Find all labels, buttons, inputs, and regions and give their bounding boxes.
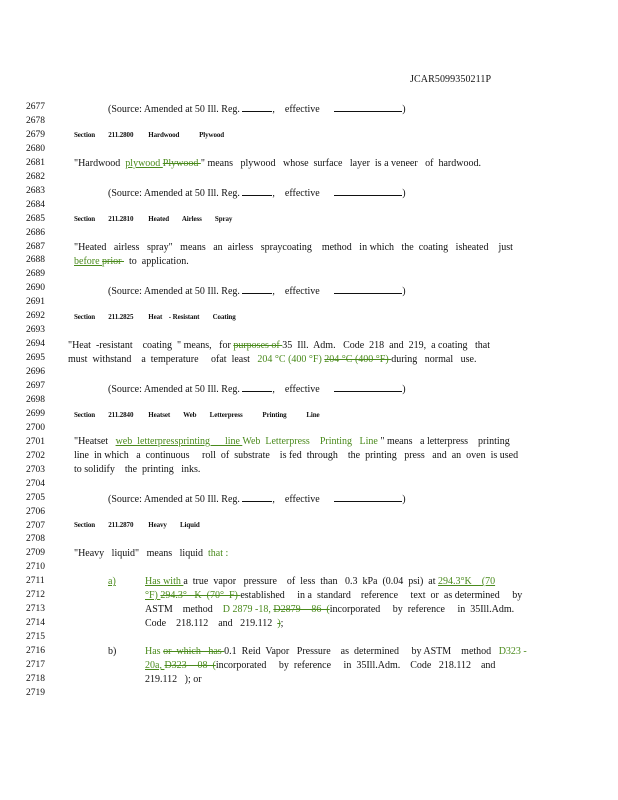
- line-number: 2714: [26, 618, 45, 629]
- item-b-line-3: 219.112 ); or: [145, 674, 202, 685]
- line-number: 2687: [26, 241, 45, 252]
- deleted-text: 294.3° K (70° F): [160, 590, 241, 601]
- item-b-line-1: Has or which has 0.1 Reid Vapor Pressure as determined by ASTM method D323 -: [145, 646, 527, 657]
- section-heading-211-2870: Section 211.2870 Heavy Liquid: [74, 521, 200, 529]
- inserted-text: with: [163, 576, 184, 587]
- inserted-text: Web Letterpress Printing Line: [242, 436, 381, 447]
- line-number: 2685: [26, 213, 45, 224]
- line-number: 2686: [26, 227, 45, 238]
- source-note: (Source: Amended at 50 Ill. Reg. , effective ): [108, 188, 406, 199]
- line-number: 2713: [26, 604, 45, 615]
- inserted-text: plywood: [125, 158, 163, 169]
- inserted-text: D 2879 -18,: [222, 604, 274, 615]
- line-number: 2680: [26, 143, 45, 154]
- deleted-text: purposes of: [233, 340, 283, 351]
- definition-heat-resistant-coating-cont: must withstand a temperature ofat least 204 °C (400 °F) 204 °C (400 °F) during normal use.: [68, 354, 477, 365]
- blank-date: [334, 102, 402, 112]
- line-number: 2681: [26, 157, 45, 168]
- source-note: (Source: Amended at 50 Ill. Reg. , effective ): [108, 286, 406, 297]
- line-number: 2715: [26, 632, 45, 643]
- line-number: 2703: [26, 464, 45, 475]
- line-number: 2709: [26, 548, 45, 559]
- line-number: 2702: [26, 450, 45, 461]
- deleted-text: 204 °C (400 °F): [324, 354, 392, 365]
- line-number: 2700: [26, 422, 45, 433]
- item-a-line-1: Has with a true vapor pressure of less than 0.3 kPa (0.04 psi) at 294.3°K (70: [145, 576, 496, 587]
- line-number: 2716: [26, 646, 45, 657]
- inserted-text: 294.3°K (70: [438, 576, 496, 587]
- definition-heated-airless-spray: "Heated airless spray" means an airless spraycoating method in which the coating isheated just: [74, 242, 513, 253]
- line-number: 2705: [26, 492, 45, 503]
- line-number: 2694: [26, 339, 45, 350]
- line-number: 2697: [26, 381, 45, 391]
- line-number: 2689: [26, 269, 45, 280]
- inserted-text: D323 -: [498, 646, 527, 657]
- line-number: 2690: [26, 283, 45, 294]
- deleted-text: or which has: [163, 646, 225, 657]
- definition-hardwood-plywood: "Hardwood plywood Plywood " means plywood whose surface layer is a veneer of hardwood.: [74, 158, 481, 169]
- inserted-text: 204 °C (400 °F): [257, 354, 325, 365]
- inserted-text: web letterpressprinting line: [115, 436, 243, 447]
- line-number: 2695: [26, 353, 45, 364]
- line-number: 2696: [26, 367, 45, 378]
- line-number: 2710: [26, 562, 45, 573]
- item-a-line-4: Code 218.112 and 219.112 );: [145, 618, 284, 629]
- deleted-text: D2879 -86 (: [273, 604, 330, 615]
- line-number: 2693: [26, 325, 45, 336]
- item-a-line-2: °F) 294.3° K (70° F) established in a standard reference text or as determined by: [145, 590, 523, 601]
- inserted-text: Has: [145, 646, 164, 657]
- inserted-text: 20a,: [145, 660, 165, 671]
- source-note: (Source: Amended at 50 Ill. Reg. , effective ): [108, 104, 406, 115]
- line-number: 2712: [26, 590, 45, 601]
- definition-heatset-cont-1: line in which a continuous roll of substrate is fed through the printing press and an oven is used: [74, 450, 519, 461]
- deleted-text: Plywood: [162, 158, 201, 169]
- deleted-text: D323 -08 (: [164, 660, 216, 671]
- line-number: 2688: [26, 255, 45, 266]
- definition-heavy-liquid: "Heavy liquid" means liquid that :: [74, 548, 229, 559]
- section-heading-211-2810: Section 211.2810 Heated Airless Spray: [74, 215, 233, 223]
- inserted-text: before: [74, 256, 103, 267]
- document-id: JCAR5099350211P: [410, 74, 492, 85]
- inserted-text: °F): [145, 590, 161, 601]
- deleted-text: prior: [102, 256, 124, 267]
- line-number: 2707: [26, 520, 45, 531]
- line-number: 2678: [26, 115, 45, 126]
- item-label-a: a): [108, 576, 116, 587]
- line-number: 2717: [26, 660, 45, 670]
- definition-heat-resistant-coating: "Heat -resistant coating " means, for purposes of 35 Ill. Adm. Code 218 and 219, a coating that: [68, 340, 490, 351]
- line-number: 2719: [26, 687, 45, 698]
- line-number: 2704: [26, 478, 45, 489]
- definition-heatset-cont-2: to solidify the printing inks.: [74, 464, 201, 475]
- line-number: 2711: [26, 576, 45, 587]
- line-number: 2698: [26, 394, 45, 405]
- line-number: 2718: [26, 673, 45, 684]
- source-note: (Source: Amended at 50 Ill. Reg. , effective ): [108, 384, 406, 395]
- line-number: 2692: [26, 311, 45, 322]
- section-heading-211-2825: Section 211.2825 Heat - Resistant Coating: [74, 313, 236, 321]
- source-note: (Source: Amended at 50 Ill. Reg. , effective ): [108, 494, 406, 505]
- deleted-text: ): [277, 618, 281, 629]
- line-number: 2706: [26, 506, 45, 517]
- definition-heatset-web-letterpress: "Heatset web letterpressprinting line Web Letterpress Printing Line " means a letterpress printing: [74, 436, 510, 447]
- section-heading-211-2840: Section 211.2840 Heatset Web Letterpress Printing Line: [74, 411, 320, 419]
- line-number: 2677: [26, 102, 45, 112]
- section-heading-211-2800: Section 211.2800 Hardwood Plywood: [74, 131, 225, 139]
- item-label-b: b): [108, 646, 117, 657]
- line-number: 2684: [26, 199, 45, 210]
- line-number: 2682: [26, 171, 45, 182]
- definition-heated-airless-spray-cont: before prior to application.: [74, 256, 189, 267]
- line-number: 2699: [26, 408, 45, 419]
- line-number: 2708: [26, 534, 45, 545]
- line-number: 2691: [26, 297, 45, 308]
- line-number: 2701: [26, 436, 45, 447]
- inserted-text: Has: [145, 576, 164, 587]
- item-b-line-2: 20a, D323 -08 (incorporated by reference in 35Ill.Adm. Code 218.112 and: [145, 660, 496, 671]
- inserted-text: that :: [207, 548, 229, 559]
- line-number: 2679: [26, 129, 45, 140]
- blank-reg: [242, 102, 272, 112]
- item-a-line-3: ASTM method D 2879 -18, D2879 -86 (incorporated by reference in 35Ill.Adm.: [145, 604, 515, 615]
- line-number: 2683: [26, 185, 45, 196]
